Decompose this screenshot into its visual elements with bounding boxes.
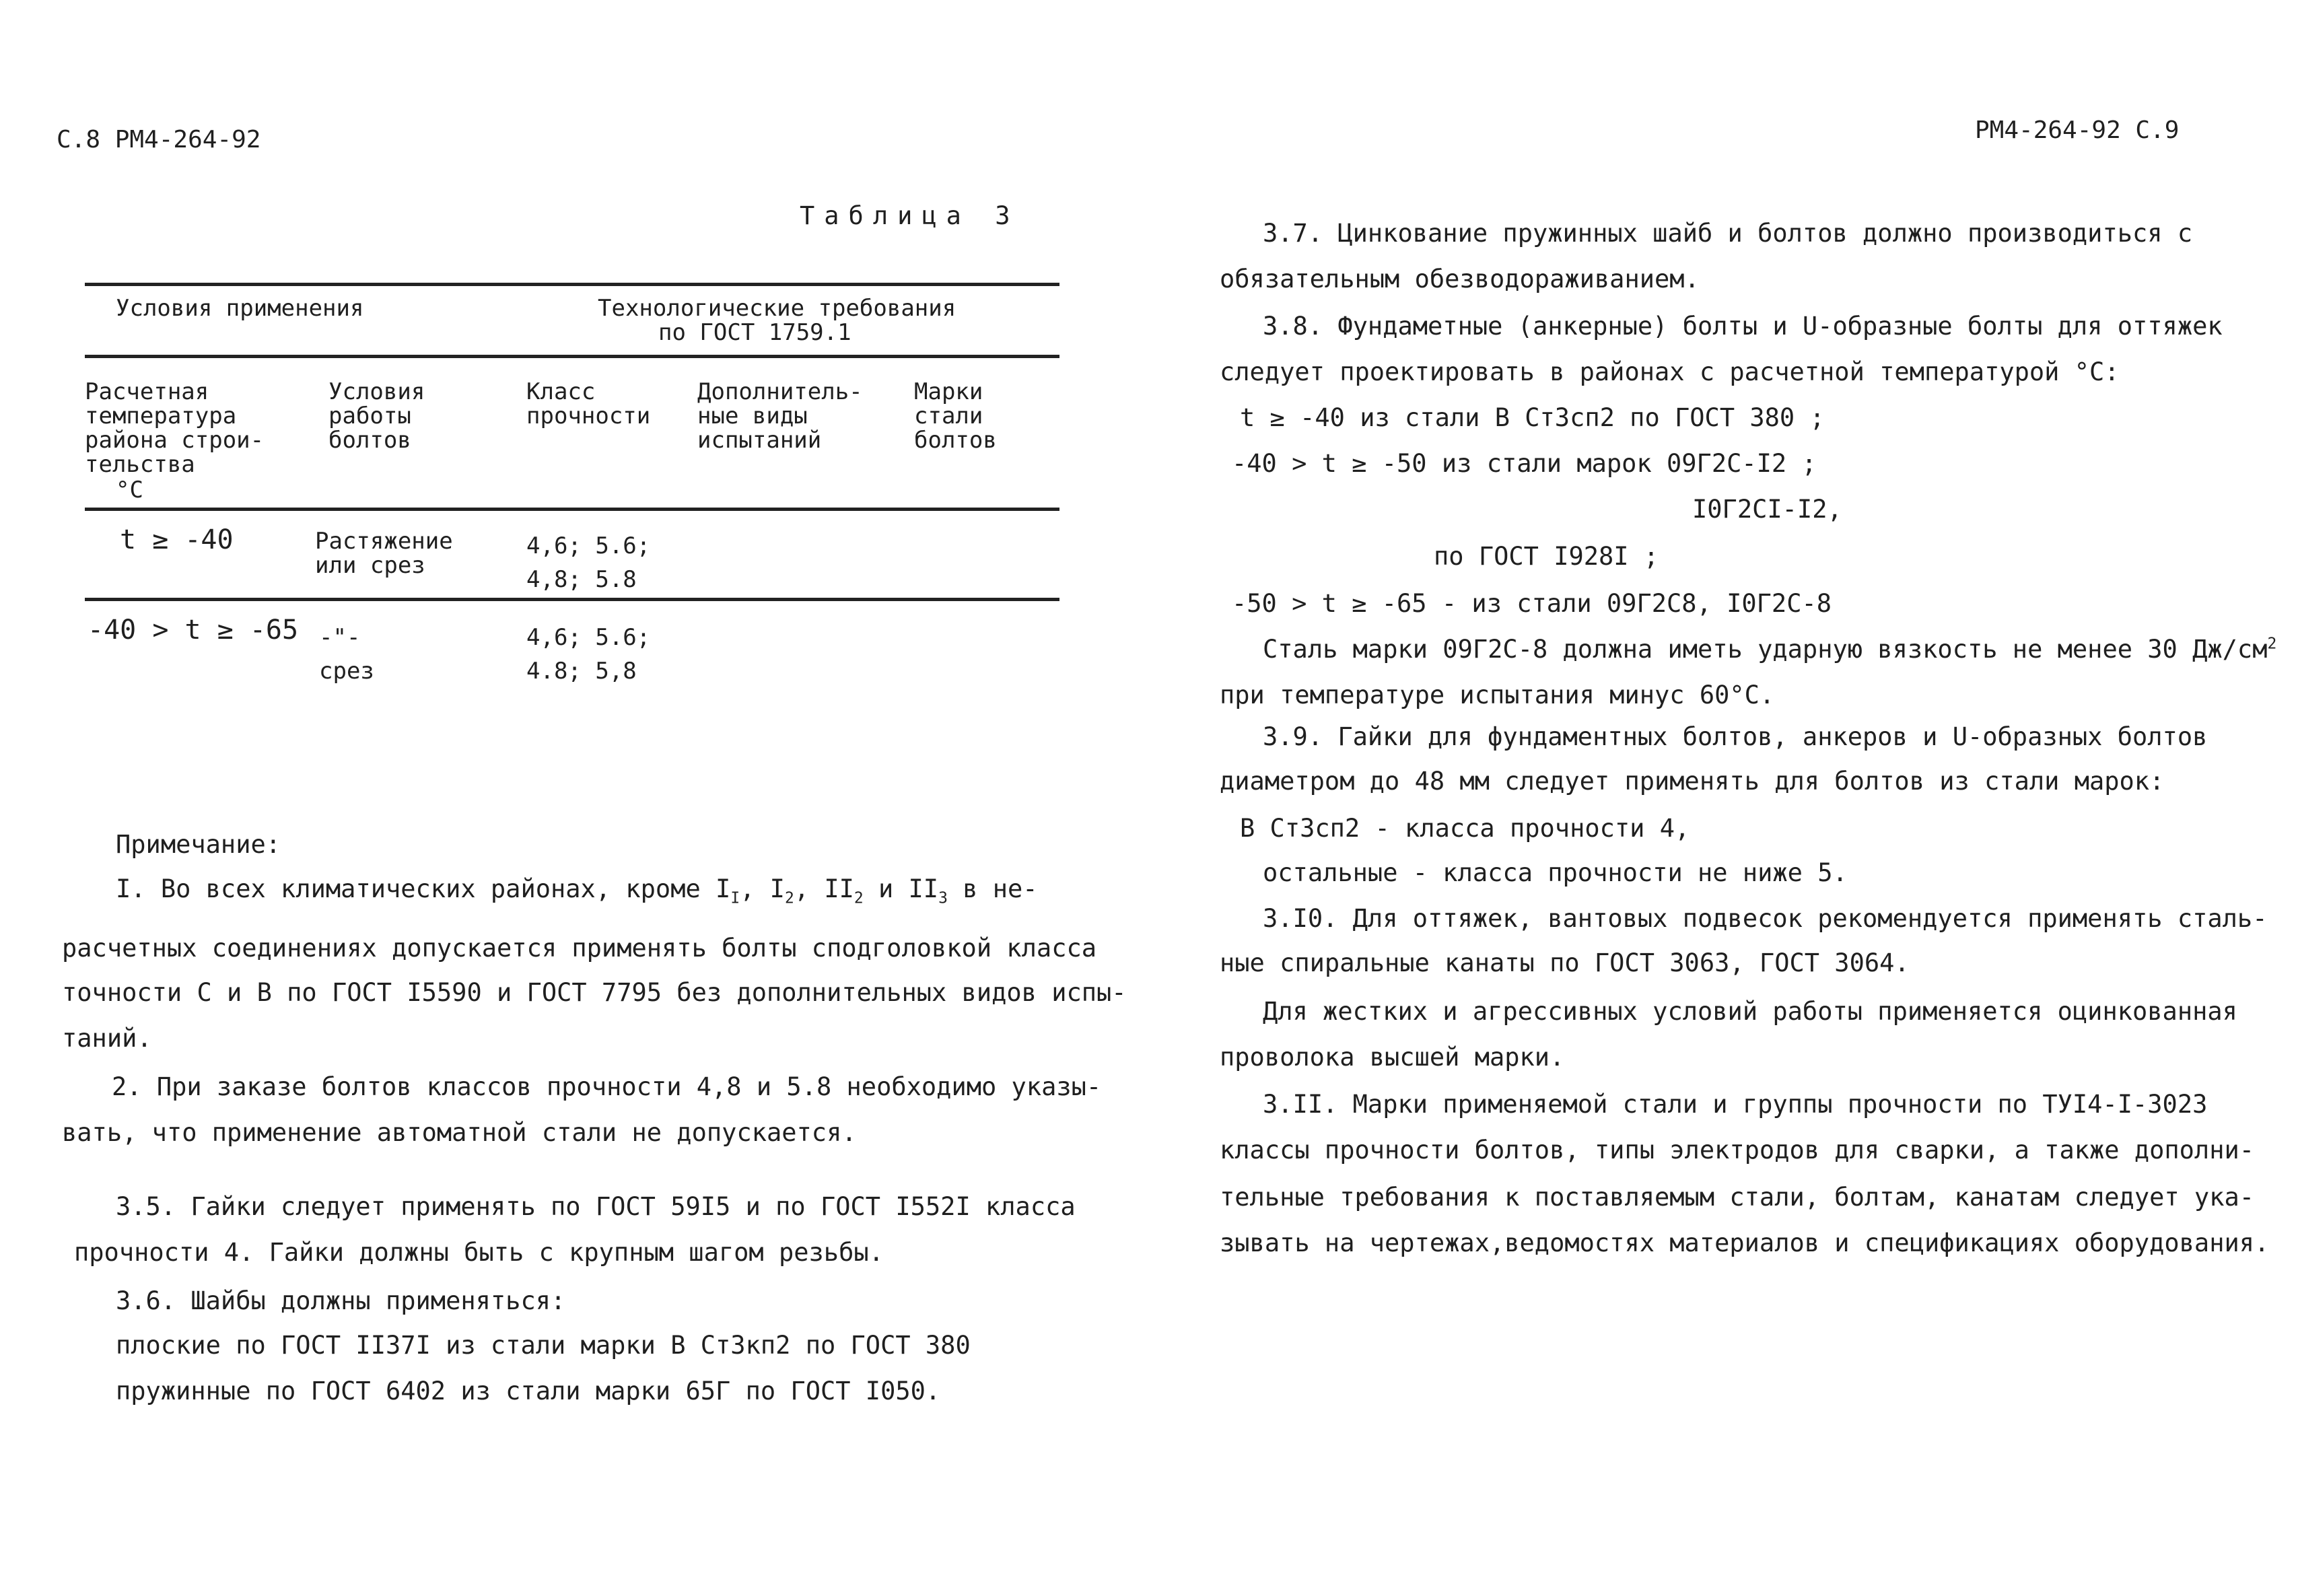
para-3-8-condition3: -50 > t ≥ -65 - из стали 09Г2С8, I0Г2С-8: [1232, 589, 1832, 618]
para-3-8-condition2-gost: по ГОСТ I928I ;: [1434, 542, 1659, 571]
table-row-rule: [85, 598, 1059, 601]
para-3-10-line3: Для жестких и агрессивных условий работы применяется оцинкованная: [1263, 997, 2237, 1026]
col-header-steel-grades: Марки стали болтов: [914, 378, 997, 454]
row2-work-conditions: -"- срез: [319, 624, 374, 685]
para-3-5-line1: 3.5. Гайки следует применять по ГОСТ 59I5 и по ГОСТ I552I класса: [116, 1192, 1076, 1221]
para-3-10-line2: ные спиральные канаты по ГОСТ 3063, ГОСТ 3064.: [1220, 948, 1910, 977]
note-title: Примечание:: [116, 830, 281, 859]
table-title: Таблица 3: [800, 201, 1020, 230]
para-3-10-line1: 3.I0. Для оттяжек, вантовых подвесок рекомендуется применять сталь-: [1263, 904, 2268, 933]
col-header-extra-tests: Дополнитель- ные виды испытаний: [697, 378, 863, 454]
para-3-9-line1: 3.9. Гайки для фундаментных болтов, анкеров и U-образных болтов: [1263, 722, 2208, 751]
para-3-6-line1: 3.6. Шайбы должны применяться:: [116, 1286, 566, 1315]
para-3-5-line2: прочности 4. Гайки должны быть с крупным шагом резьбы.: [74, 1238, 884, 1267]
para-3-8-condition2-grade: I0Г2СI-I2,: [1692, 495, 1842, 524]
note2-line1: 2. При заказе болтов классов прочности 4,8 и 5.8 необходимо указы-: [112, 1072, 1102, 1101]
para-3-11-line2: классы прочности болтов, типы электродов для сварки, а также дополни-: [1220, 1136, 2255, 1165]
note1-line4: таний.: [62, 1024, 152, 1053]
row2-strength-class: 4,6; 5.6; 4.8; 5,8: [526, 624, 651, 685]
para-3-9-line3: В Ст3сп2 - класса прочности 4,: [1240, 814, 1690, 843]
table-group-right-header-line1: Технологические требования: [598, 295, 956, 322]
col-header-temperature-unit: °С: [116, 477, 143, 504]
row1-work-conditions: Растяжение или срез: [315, 528, 453, 579]
note1-line1: I. Во всех климатических районах, кроме $I_I$, $I_2$, $II_2$ и $II_3$ в не-: [116, 874, 1038, 907]
row1-strength-class: 4,6; 5.6; 4,8; 5.8: [526, 532, 651, 593]
para-3-8-steel-line1: Сталь марки 09Г2С-8 должна иметь ударную вязкость не менее 30 $Дж/см^2$: [1263, 635, 2277, 664]
para-3-11-line1: 3.II. Марки применяемой стали и группы прочности по ТУI4-I-3023: [1263, 1090, 2208, 1119]
para-3-8-condition1: t ≥ -40 из стали В Ст3сп2 по ГОСТ 380 ;: [1240, 403, 1825, 432]
row2-temperature: -40 > t ≥ -65: [88, 615, 299, 646]
right-page-header: РМ4-264-92 С.9: [1975, 116, 2180, 144]
left-page-header: С.8 РМ4-264-92: [57, 126, 261, 153]
para-3-6-line3: пружинные по ГОСТ 6402 из стали марки 65Г по ГОСТ I050.: [116, 1377, 941, 1406]
table-group-right-header-line2: по ГОСТ 1759.1: [658, 319, 851, 346]
col-header-work-conditions: Условия работы болтов: [328, 378, 425, 454]
table-top-rule: [85, 283, 1059, 286]
para-3-11-line3: тельные требования к поставляемым стали, болтам, канатам следует ука-: [1220, 1183, 2255, 1212]
para-3-9-line2: диаметром до 48 мм следует применять для болтов из стали марок:: [1220, 767, 2165, 796]
row1-temperature: t ≥ -40: [120, 524, 234, 555]
para-3-11-line4: зывать на чертежах,ведомостях материалов и спецификациях оборудования.: [1220, 1228, 2270, 1257]
note1-line3: точности С и В по ГОСТ I5590 и ГОСТ 7795 без дополнительных видов испы-: [62, 978, 1127, 1007]
para-3-7-line1: 3.7. Цинкование пружинных шайб и болтов должно производиться с: [1263, 219, 2193, 248]
para-3-8-condition2: -40 > t ≥ -50 из стали марок 09Г2С-I2 ;: [1232, 449, 1817, 478]
para-3-8-line2: следует проектировать в районах с расчетной температурой °С:: [1220, 357, 2120, 386]
para-3-7-line2: обязательным обезводораживанием.: [1220, 265, 1700, 293]
para-3-10-line4: проволока высшей марки.: [1220, 1043, 1565, 1072]
col-header-temperature: Расчетная температура района строи- тельства: [85, 378, 265, 478]
para-3-8-steel-line2: при температуре испытания минус 60°С.: [1220, 681, 1775, 709]
table-header-rule: [85, 355, 1059, 358]
table-columns-rule: [85, 508, 1059, 511]
para-3-9-line4: остальные - класса прочности не ниже 5.: [1263, 858, 1848, 887]
para-3-8-line1: 3.8. Фундаметные (анкерные) болты и U-образные болты для оттяжек: [1263, 312, 2223, 341]
note2-line2: вать, что применение автоматной стали не допускается.: [62, 1118, 857, 1147]
col-header-strength-class: Класс прочности: [526, 378, 651, 429]
note1-line2: расчетных соединениях допускается применять болты сподголовкой класса: [62, 934, 1097, 963]
table-group-left-header: Условия применения: [116, 295, 364, 322]
para-3-6-line2: плоские по ГОСТ II37I из стали марки В Ст3кп2 по ГОСТ 380: [116, 1331, 971, 1360]
